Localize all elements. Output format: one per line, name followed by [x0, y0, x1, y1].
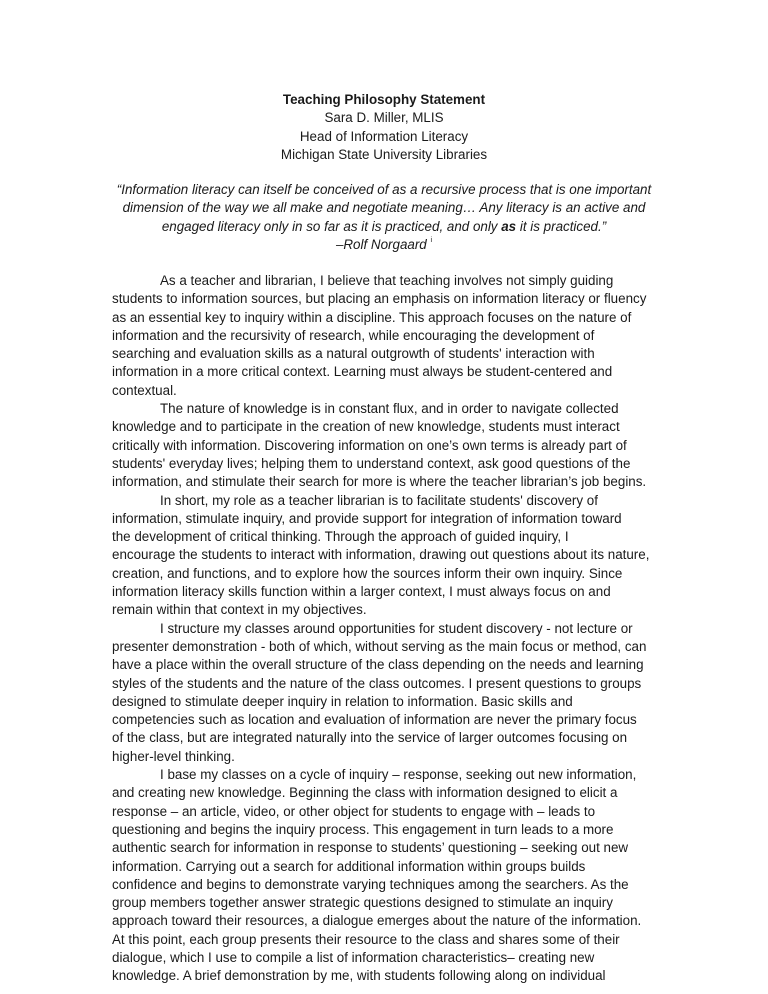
author-position: Head of Information Literacy	[299, 128, 469, 144]
paragraph-line: higher-level thinking.	[112, 748, 235, 764]
paragraph-line: At this point, each group presents their resource to the class and shares some of their	[112, 931, 620, 947]
paragraph-line: critically with information. Discovering information on one’s own terms is already part of	[112, 437, 627, 453]
paragraph-line: information and the recursivity of research, while encouraging the development of	[112, 327, 595, 343]
paragraph-line: In short, my role as a teacher librarian is to facilitate students' discovery of	[160, 492, 598, 508]
paragraph-line: presenter demonstration - both of which, without serving as the main focus or method, can	[112, 638, 647, 654]
paragraph-line: authentic search for information in response to students’ questioning – seeking out new	[112, 840, 629, 856]
paragraph-line: knowledge. A brief demonstration by me, with students following along on individual	[112, 968, 606, 984]
epigraph-attribution: –Rolf Norgaard	[335, 236, 427, 252]
paragraph-line: approach toward their resources, a dialogue emerges about the nature of the information.	[112, 913, 642, 929]
paragraph-line: searching and evaluation skills as a natural outgrowth of students' interaction with	[112, 346, 595, 362]
paragraph-line: encourage the students to interact with information, drawing out questions about its nature,	[112, 547, 650, 563]
paragraph-line: knowledge and to participate in the creation of new knowledge, students must interact	[112, 419, 620, 435]
paragraph	[112, 272, 672, 400]
paragraph-line: the development of critical thinking. Through the approach of guided inquiry, I	[112, 529, 569, 545]
paragraph	[112, 766, 672, 986]
paragraph-line: and creating new knowledge. Beginning the class with information designed to elicit a	[112, 785, 618, 801]
paragraph-line: questioning and begins the inquiry process. This engagement in turn leads to a more	[112, 821, 614, 837]
paragraph-line: information, stimulate inquiry, and provide support for integration of information toward	[112, 510, 622, 526]
paragraph-line: students to information sources, but placing an emphasis on information literacy or fluency	[112, 291, 647, 307]
paragraph	[112, 400, 672, 491]
paragraph-line: creation, and functions, and to explore how the sources inform their own inquiry. Since	[112, 565, 623, 581]
epigraph	[0, 181, 768, 254]
document-header	[0, 91, 768, 164]
paragraph-line: dialogue, which I use to compile a list of information characteristics– creating new	[112, 949, 595, 965]
author-name: Sara D. Miller, MLIS	[324, 110, 444, 126]
paragraph-line: students' everyday lives; helping them to understand context, ask good questions of the	[112, 455, 631, 471]
paragraph-line: of the class, but are integrated naturally into the service of larger outcomes focusing on	[112, 730, 628, 746]
paragraph-line: designed to stimulate deeper inquiry in relation to information. Basic skills and	[112, 693, 573, 709]
paragraph-line: contextual.	[112, 382, 177, 398]
epigraph-attribution-line	[0, 236, 768, 254]
paragraph-line: styles of the students and the nature of the class outcomes. I present questions to groups	[112, 675, 642, 691]
footnote-mark: i	[430, 236, 433, 244]
epigraph-line: dimension of the way we all make and negotiate meaning… Any literacy is an active and	[122, 200, 646, 216]
paragraph	[112, 492, 672, 620]
document-title: Teaching Philosophy Statement	[282, 92, 486, 107]
author-institution: Michigan State University Libraries	[280, 146, 488, 162]
paragraph-line: I base my classes on a cycle of inquiry – response, seeking out new information,	[160, 767, 637, 783]
paragraph-line: remain within that context in my objectives.	[112, 602, 367, 618]
paragraph-line: group members together answer strategic questions designed to stimulate an inquiry	[112, 895, 613, 911]
document-body	[112, 272, 672, 986]
paragraph-line: competencies such as location and evaluation of information are never the primary focus	[112, 712, 637, 728]
paragraph-line: information in a more critical context. Learning must always be student-centered and	[112, 364, 613, 380]
paragraph-line: as an essential key to inquiry within a discipline. This approach focuses on the nature of	[112, 309, 632, 325]
paragraph	[112, 620, 672, 766]
paragraph-line: information literacy skills function within a larger context, I must always focus on and	[112, 584, 611, 600]
paragraph-line: information, and stimulate their search for more is where the teacher librarian’s job begins.	[112, 474, 647, 490]
paragraph-line: have a place within the overall structure of the class depending on the needs and learning	[112, 657, 644, 673]
paragraph-line: information. Carrying out a search for additional information within groups builds	[112, 858, 586, 874]
epigraph-line: engaged literacy only in so far as it is practiced, and only as it is practiced.”	[161, 218, 607, 234]
paragraph-line: response – an article, video, or other object for students to engage with – leads to	[112, 803, 596, 819]
paragraph-line: As a teacher and librarian, I believe that teaching involves not simply guiding	[160, 273, 614, 288]
paragraph-line: I structure my classes around opportunities for student discovery - not lecture or	[160, 620, 633, 636]
paragraph-line: confidence and begins to demonstrate varying techniques among the searchers. As the	[112, 876, 629, 892]
paragraph-line: The nature of knowledge is in constant flux, and in order to navigate collected	[160, 401, 619, 417]
epigraph-line: “Information literacy can itself be conceived of as a recursive process that is one important	[116, 182, 652, 197]
